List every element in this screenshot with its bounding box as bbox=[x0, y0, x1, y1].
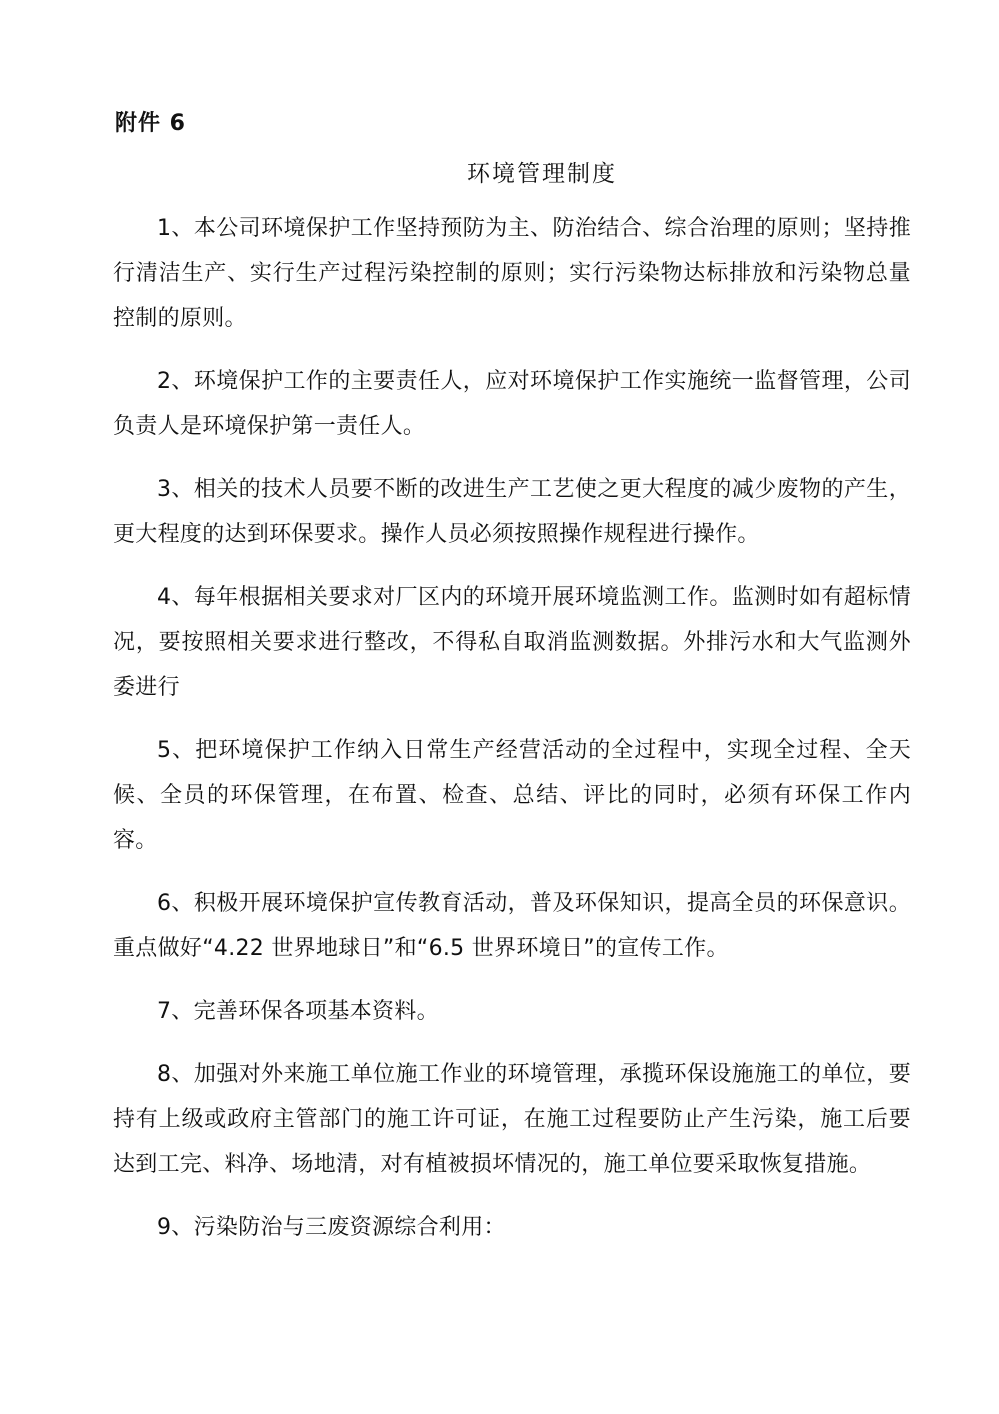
document-body bbox=[113, 206, 911, 1268]
paragraph-6: 6、积极开展环境保护宣传教育活动，普及环保知识，提高全员的环保意识。重点做好“4.22 世界地球日”和“6.5 世界环境日”的宣传工作。 bbox=[113, 891, 911, 961]
paragraph-9: 9、污染防治与三废资源综合利用： bbox=[157, 1215, 506, 1240]
paragraph-4: 4、每年根据相关要求对厂区内的环境开展环境监测工作。监测时如有超标情况，要按照相关要求进行整改，不得私自取消监测数据。外排污水和大气监测外委进行 bbox=[113, 585, 911, 700]
paragraph-2: 2、环境保护工作的主要责任人，应对环境保护工作实施统一监督管理，公司负责人是环境保护第一责任人。 bbox=[113, 369, 911, 439]
paragraph-5: 5、把环境保护工作纳入日常生产经营活动的全过程中，实现全过程、全天候、全员的环保管理，在布置、检查、总结、评比的同时，必须有环保工作内容。 bbox=[113, 738, 911, 853]
paragraph-7: 7、完善环保各项基本资料。 bbox=[157, 999, 439, 1024]
paragraph-1: 1、本公司环境保护工作坚持预防为主、防治结合、综合治理的原则；坚持推行清洁生产、实行生产过程污染控制的原则；实行污染物达标排放和污染物总量控制的原则。 bbox=[113, 216, 911, 331]
paragraph-3: 3、相关的技术人员要不断的改进生产工艺使之更大程度的减少废物的产生，更大程度的达到环保要求。操作人员必须按照操作规程进行操作。 bbox=[113, 477, 911, 547]
document-title: 环境管理制度 bbox=[467, 161, 617, 187]
attachment-label: 附件 6 bbox=[115, 111, 186, 136]
paragraph-8: 8、加强对外来施工单位施工作业的环境管理，承揽环保设施施工的单位，要持有上级或政府主管部门的施工许可证，在施工过程要防止产生污染，施工后要达到工完、料净、场地清，对有植被损坏情况的，施工单位要采取恢复措施。 bbox=[113, 1062, 911, 1177]
